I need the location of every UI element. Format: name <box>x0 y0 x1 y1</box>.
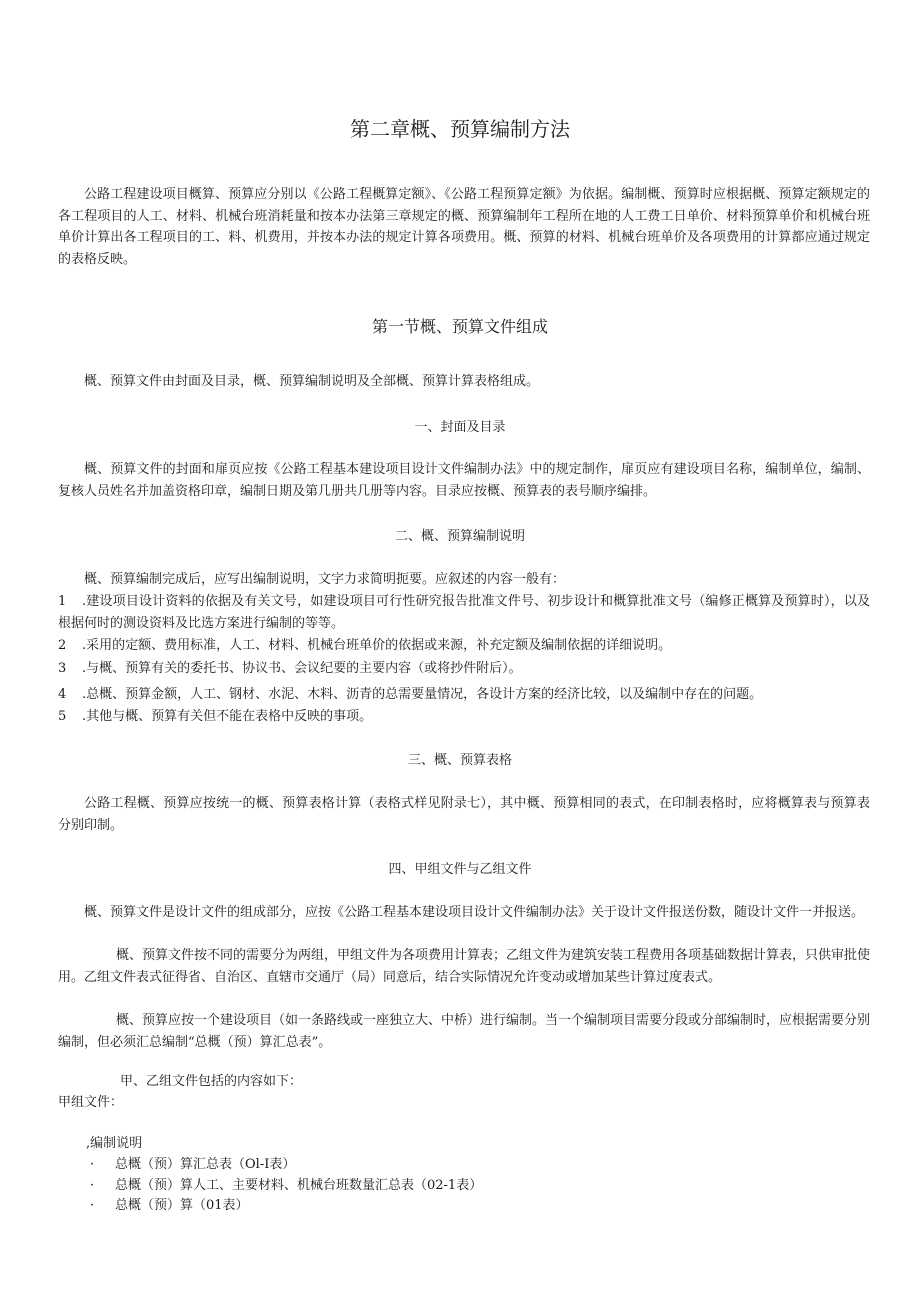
list-text: 总概（预）算人工、主要材料、机械台班数量汇总表（02-1表） <box>115 1177 483 1193</box>
bullet-icon: · <box>90 1198 95 1213</box>
list-item <box>58 684 870 706</box>
list-number: 4 <box>58 687 67 702</box>
list-item <box>58 706 870 728</box>
list-text: 总概（预）算汇总表（Ol-I表） <box>115 1157 296 1172</box>
intro-paragraph: 公路工程建设项目概算、预算应分别以《公路工程概算定额》、《公路工程预算定额》为依据。编制概、预算时应根据概、预算定额规定的各工程项目的人工、材料、机械台班消耗量和按本办法第三章规定的概、预算编制年工程所在地的人工费工日单价、材料预算单价和机械台班单价计算出各工程项目的工、料、机费用，并按本办法的规定计算各项费用。概、预算的材料、机械台班单价及各项费用的计算都应通过规定的表格反映。 <box>58 187 870 267</box>
list-text: 总概（预）算（01表） <box>115 1198 249 1213</box>
list-text: .总概、预算金额，人工、钢材、水泥、木料、沥青的总需要量情况，各设计方案的经济比较，以及编制中存在的问题。 <box>82 687 763 702</box>
section-title: 第一节概、预算文件组成 <box>371 317 548 336</box>
subsection-title-groups: 四、甲组文件与乙组文件 <box>388 862 532 877</box>
list-item <box>58 658 870 680</box>
list-text: .与概、预算有关的委托书、协议书、会议纪要的主要内容（或将抄件附后）。 <box>82 660 522 676</box>
cover-paragraph: 概、预算文件的封面和扉页应按《公路工程基本建设项目设计文件编制办法》中的规定制作，扉页应有建设项目名称，编制单位，编制、复核人员姓名并加盖资格印章，编制日期及第几册共几册等内容。目录应按概、预算表的表号顺序编排。 <box>58 462 870 499</box>
groups-paragraph-3: 概、预算应按一个建设项目（如一条路线或一座独立大、中桥）进行编制。当一个编制项目需要分段或分部编制时，应根据需要分别编制，但必须汇总编制“总概（预）算汇总表”。 <box>58 1013 871 1050</box>
notes-paragraph: 概、预算编制完成后，应写出编制说明，文字力求简明扼要。应叙述的内容一般有： <box>84 572 566 587</box>
section-paragraph: 概、预算文件由封面及目录，概、预算编制说明及全部概、预算计算表格组成。 <box>84 374 540 389</box>
chapter-title: 第二章概、预算编制方法 <box>350 117 570 141</box>
list-item <box>58 635 870 657</box>
tables-paragraph: 公路工程概、预算应按统一的概、预算表格计算（表格式样见附录七），其中概、预算相同的表式，在印制表格时，应将概算表与预算表分别印制。 <box>58 796 870 833</box>
notes-list <box>58 591 870 727</box>
subsection-title-notes: 二、概、预算编制说明 <box>394 529 525 544</box>
content-intro: 甲、乙组文件包括的内容如下： <box>120 1074 303 1089</box>
list-text: .建设项目设计资料的依据及有关文号，如建设项目可行性研究报告批准文件号、初步设计和概算批准文号（编修正概算及预算时），以及根据何时的测设资料及比选方案进行编制的等等。 <box>58 594 870 631</box>
list-number: 1 <box>58 594 67 609</box>
list-item <box>58 591 870 634</box>
list-number: 2 <box>58 638 67 653</box>
groups-paragraph-1: 概、预算文件是设计文件的组成部分，应按《公路工程基本建设项目设计文件编制办法》关于设计文件报送份数，随设计文件一并报送。 <box>84 905 865 920</box>
group-a-first-item: ,编制说明 <box>86 1136 143 1151</box>
list-text: .采用的定额、费用标准，人工、材料、机械台班单价的依据或来源，补充定额及编制依据的详细说明。 <box>82 638 672 653</box>
list-item <box>58 1176 482 1197</box>
list-text: .其他与概、预算有关但不能在表格中反映的事项。 <box>82 708 373 724</box>
bullet-icon: · <box>90 1157 95 1172</box>
list-item <box>58 1155 482 1176</box>
subsection-title-tables: 三、概、预算表格 <box>407 753 512 768</box>
subsection-title-cover: 一、封面及目录 <box>414 420 506 435</box>
list-number: 3 <box>58 660 67 676</box>
bullet-icon: · <box>90 1177 95 1193</box>
group-a-list <box>58 1155 482 1217</box>
list-item <box>58 1196 482 1217</box>
list-number: 5 <box>58 708 67 724</box>
groups-paragraph-2: 概、预算文件按不同的需要分为两组，甲组文件为各项费用计算表；乙组文件为建筑安装工程费用各项基础数据计算表，只供审批使用。乙组文件表式征得省、自治区、直辖市交通厅（局）同意后，结合实际情况允许变动或增加某些计算过度表式。 <box>58 948 871 985</box>
group-a-label: 甲组文件： <box>58 1095 124 1110</box>
